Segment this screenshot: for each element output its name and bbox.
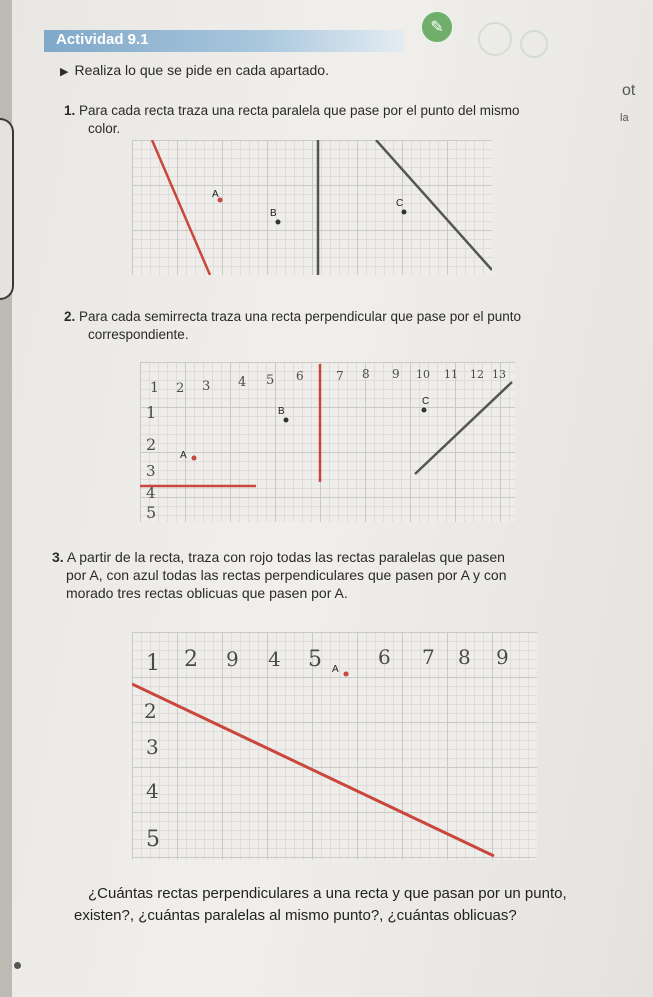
question-number: 1. [64, 103, 76, 118]
hw-mark: 1 [146, 651, 160, 676]
question-text-cont: correspondiente. [88, 327, 189, 342]
hw-mark: 13 [492, 368, 506, 381]
hw-mark: 9 [226, 647, 239, 671]
question-text-cont: por A, con azul todas las rectas perpendiculares que pasen por A y con [66, 567, 507, 583]
hw-mark: 7 [336, 369, 344, 383]
hw-mark: 5 [146, 503, 157, 522]
point-b-label: B [270, 208, 277, 219]
handwritten-numbers [146, 367, 506, 522]
point-c [422, 408, 427, 413]
hw-mark: 4 [268, 647, 281, 671]
hw-mark: 6 [296, 369, 304, 383]
hw-mark: 9 [496, 645, 509, 669]
grid-q1-drawing [132, 140, 492, 275]
hw-mark: 1 [146, 403, 157, 422]
question-text-cont: color. [88, 121, 121, 136]
hw-mark: 4 [146, 484, 156, 502]
closing-question-line-1: ¿Cuántas rectas perpendiculares a una recta y que pasan por un punto, [88, 885, 567, 902]
hw-mark: 5 [266, 373, 275, 388]
hw-mark: 2 [184, 647, 198, 672]
hw-mark: 9 [392, 367, 400, 381]
gray-line-diagonal [376, 140, 492, 270]
point-a [344, 672, 349, 677]
hw-mark: 10 [416, 368, 430, 381]
point-a-label: A [212, 189, 219, 200]
hw-mark: 6 [378, 645, 391, 669]
question-number: 2. [64, 309, 76, 324]
grid-q3 [132, 632, 537, 860]
point-b [276, 220, 281, 225]
hw-mark: 2 [176, 381, 185, 396]
question-3 [52, 548, 637, 602]
point-b-label: B [278, 406, 285, 417]
grid-q1 [132, 140, 492, 275]
grid-q3-drawing [132, 632, 537, 860]
point-c-label: C [396, 198, 404, 209]
handwritten-numbers [144, 645, 509, 852]
question-2 [64, 308, 624, 344]
instruction-text: Realiza lo que se pide en cada apartado. [74, 62, 329, 78]
hw-mark: 3 [146, 735, 159, 759]
hw-mark: 12 [470, 368, 484, 381]
hw-mark: 4 [146, 779, 159, 803]
hw-mark: 11 [444, 368, 458, 381]
hw-mark: 5 [146, 827, 160, 852]
point-c [402, 210, 407, 215]
point-a-label: A [180, 450, 187, 461]
hw-mark: 3 [202, 379, 211, 394]
closing-question-line-2: existen?, ¿cuántas paralelas al mismo punto?, ¿cuántas oblicuas? [74, 907, 517, 924]
red-line [152, 140, 210, 275]
grid-q2 [140, 362, 515, 522]
hw-mark: 4 [238, 375, 247, 390]
decorative-circle [478, 22, 512, 56]
question-text: A partir de la recta, traza con rojo todas las rectas paralelas que pasen [66, 549, 505, 565]
hw-mark: 1 [150, 380, 159, 396]
question-text-cont: morado tres rectas oblicuas que pasen por A. [66, 585, 348, 601]
hw-mark: 7 [422, 645, 435, 669]
margin-dot [14, 962, 21, 969]
grid-q2-drawing [140, 362, 515, 522]
side-note-1: ot [622, 82, 636, 99]
closing-question [74, 883, 628, 927]
hw-mark: 2 [146, 435, 157, 454]
point-a [192, 456, 197, 461]
activity-header [44, 30, 404, 52]
hw-mark: 2 [144, 699, 157, 723]
hw-mark: 3 [146, 462, 156, 480]
activity-title: Actividad 9.1 [56, 31, 149, 48]
red-line-diagonal [132, 684, 494, 856]
question-text: Para cada recta traza una recta paralela que pase por el punto del mismo [79, 103, 520, 118]
page-binding-tab [0, 118, 14, 300]
question-number: 3. [52, 549, 64, 565]
point-b [284, 418, 289, 423]
point-c-label: C [422, 396, 430, 407]
side-note-2: la [620, 112, 629, 124]
instruction [60, 62, 329, 78]
decorative-circle [520, 30, 548, 58]
hw-mark: 5 [308, 647, 322, 672]
gray-ray-diagonal [415, 382, 512, 474]
hw-mark: 8 [458, 645, 471, 669]
hw-mark: 8 [362, 367, 370, 381]
question-1 [64, 102, 604, 138]
question-text: Para cada semirrecta traza una recta perpendicular que pase por el punto [79, 309, 522, 324]
compass-icon: ✎ [420, 10, 454, 44]
point-a-label: A [332, 664, 339, 675]
bullet-arrow-icon: ▶ [60, 66, 69, 78]
